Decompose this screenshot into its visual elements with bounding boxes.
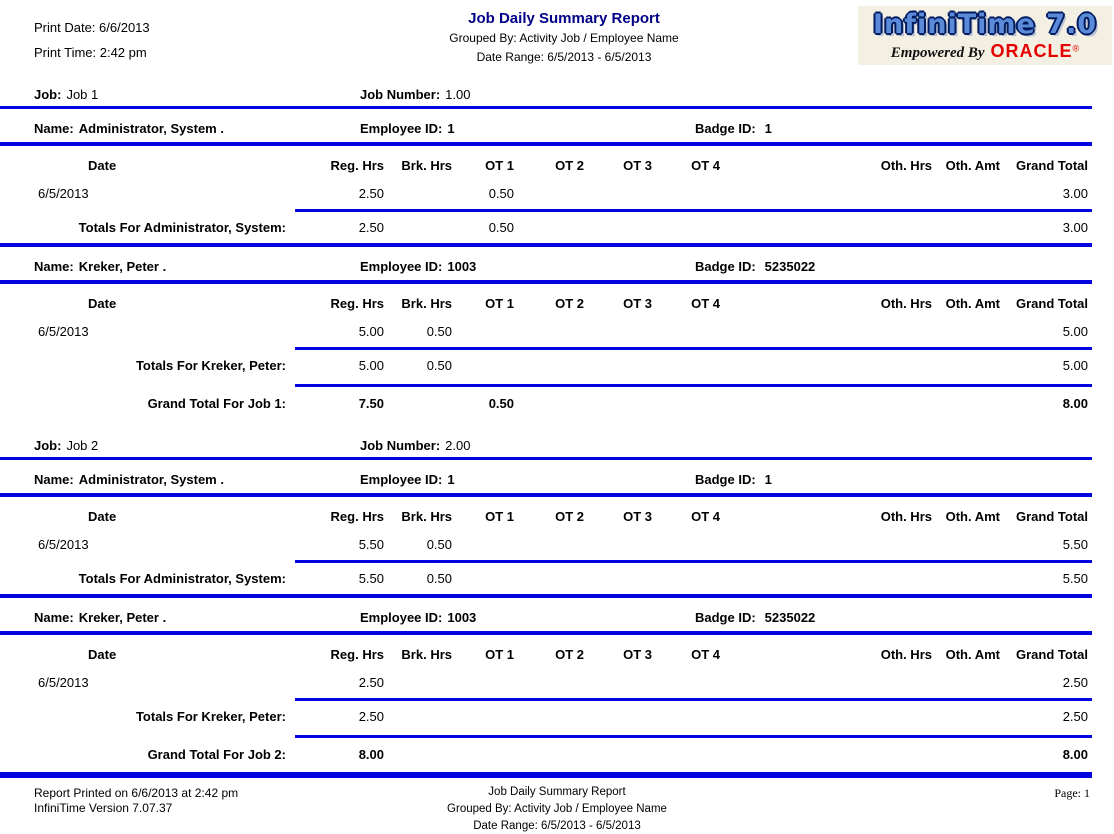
footer-date-range: Date Range: 6/5/2013 - 6/5/2013 <box>473 820 641 832</box>
data-row <box>0 173 1092 206</box>
employee-header-row <box>0 594 1092 635</box>
employee-name: Name: Administrator, System . <box>34 121 224 136</box>
value-cell <box>874 571 936 586</box>
value-cell <box>588 747 656 762</box>
value-cell <box>656 675 724 690</box>
value-cell <box>456 537 518 552</box>
value-cell: 8.00 <box>1062 747 1088 762</box>
column-header: Grand Total <box>1016 158 1088 173</box>
totals-label: Totals For Kreker, Peter: <box>135 709 286 724</box>
value-cell: 5.50 <box>358 571 384 586</box>
report-header <box>0 0 1114 70</box>
column-header-row <box>0 146 1092 173</box>
empowered-by-text: Empowered By <box>890 45 985 61</box>
job-grand-total-row <box>0 387 1092 421</box>
employee-totals-row <box>0 212 1092 243</box>
value-cell <box>656 358 724 373</box>
job-number: Job Number: 1.00 <box>360 87 471 102</box>
column-header: Oth. Hrs <box>880 158 932 173</box>
column-header: Oth. Hrs <box>880 509 932 524</box>
totals-label: Totals For Kreker, Peter: <box>135 358 286 373</box>
spacer-cell <box>724 537 874 552</box>
value-cell <box>456 571 518 586</box>
data-row <box>0 662 1092 695</box>
column-header-date: Date <box>88 509 117 524</box>
column-header: Oth. Hrs <box>880 647 932 662</box>
value-cell: 0.50 <box>488 396 514 411</box>
data-row <box>0 524 1092 557</box>
value-cell: 5.50 <box>1062 571 1088 586</box>
employee-section <box>0 243 1114 381</box>
value-cell <box>936 324 1004 339</box>
spacer-cell <box>724 571 874 586</box>
value-cell <box>936 186 1004 201</box>
column-header: Grand Total <box>1016 296 1088 311</box>
value-cell <box>874 186 936 201</box>
job-section <box>0 421 1114 772</box>
oracle-tagline <box>866 41 1104 62</box>
value-cell <box>388 709 456 724</box>
value-cell: 0.50 <box>426 358 452 373</box>
registered-mark-icon: ® <box>1072 43 1080 54</box>
column-header: OT 2 <box>555 647 584 662</box>
employee-id: Employee ID: 1 <box>360 121 455 136</box>
value-cell <box>936 747 1004 762</box>
value-cell <box>874 675 936 690</box>
value-cell: 2.50 <box>358 675 384 690</box>
column-header: OT 2 <box>555 509 584 524</box>
value-cell <box>456 675 518 690</box>
value-cell <box>936 537 1004 552</box>
value-cell <box>518 186 588 201</box>
value-cell <box>588 358 656 373</box>
column-header: OT 1 <box>485 158 514 173</box>
value-cell <box>588 675 656 690</box>
job-name: Job: Job 2 <box>34 438 99 453</box>
footer-title: Job Daily Summary Report <box>488 786 626 798</box>
column-header: Grand Total <box>1016 509 1088 524</box>
employee-header-row <box>0 460 1092 497</box>
value-cell <box>874 220 936 235</box>
value-cell <box>456 747 518 762</box>
column-header: OT 1 <box>485 647 514 662</box>
value-cell <box>936 571 1004 586</box>
date-range: Date Range: 6/5/2013 - 6/5/2013 <box>476 50 652 64</box>
spacer-cell <box>724 675 874 690</box>
column-header: Reg. Hrs <box>330 647 384 662</box>
column-header: OT 1 <box>485 296 514 311</box>
column-header: Brk. Hrs <box>401 158 452 173</box>
value-cell <box>518 747 588 762</box>
value-cell <box>936 709 1004 724</box>
page-number: Page: 1 <box>1054 786 1090 800</box>
column-header: OT 2 <box>555 296 584 311</box>
value-cell <box>656 537 724 552</box>
employee-section <box>0 594 1114 732</box>
value-cell: 5.00 <box>358 324 384 339</box>
value-cell <box>874 747 936 762</box>
date-cell: 6/5/2013 <box>38 675 89 690</box>
date-cell: 6/5/2013 <box>38 537 89 552</box>
footer-printed: Report Printed on 6/6/2013 at 2:42 pm <box>34 786 239 800</box>
spacer-cell <box>724 296 874 311</box>
value-cell <box>518 537 588 552</box>
value-cell: 5.00 <box>1062 324 1088 339</box>
value-cell <box>656 324 724 339</box>
column-header: OT 1 <box>485 509 514 524</box>
value-cell <box>656 220 724 235</box>
job-header-row <box>0 70 1092 109</box>
column-header-date: Date <box>88 647 117 662</box>
column-header-date: Date <box>88 158 117 173</box>
footer-grouped-by: Grouped By: Activity Job / Employee Name <box>447 803 667 815</box>
employee-name: Name: Kreker, Peter . <box>34 259 167 274</box>
employee-totals-row <box>0 701 1092 732</box>
spacer-cell <box>724 647 874 662</box>
value-cell <box>874 709 936 724</box>
value-cell <box>874 358 936 373</box>
job-header-row <box>0 421 1092 460</box>
spacer-cell <box>724 396 874 411</box>
report-body <box>0 70 1114 772</box>
infinitime-logo-text: InfiniTime 7.0 <box>872 9 1098 40</box>
report-title: Job Daily Summary Report <box>468 10 660 27</box>
value-cell <box>518 324 588 339</box>
value-cell <box>388 396 456 411</box>
value-cell <box>588 324 656 339</box>
value-cell <box>588 709 656 724</box>
footer-print-info <box>0 786 300 834</box>
employee-name: Name: Kreker, Peter . <box>34 610 167 625</box>
oracle-logo: ORACLE <box>990 41 1073 61</box>
value-cell: 2.50 <box>1062 675 1088 690</box>
column-header: Oth. Amt <box>945 158 1000 173</box>
column-header: OT 3 <box>623 296 652 311</box>
spacer-cell <box>724 158 874 173</box>
column-header: OT 3 <box>623 158 652 173</box>
employee-id: Employee ID: 1003 <box>360 610 477 625</box>
totals-label: Totals For Administrator, System: <box>78 220 286 235</box>
column-header: Grand Total <box>1016 647 1088 662</box>
value-cell <box>518 220 588 235</box>
date-cell: 6/5/2013 <box>38 186 89 201</box>
employee-header-row <box>0 243 1092 284</box>
badge-id: Badge ID: 1 <box>695 472 772 487</box>
badge-id: Badge ID: 1 <box>695 121 772 136</box>
column-header: Oth. Amt <box>945 509 1000 524</box>
employee-totals-row <box>0 563 1092 594</box>
value-cell <box>388 186 456 201</box>
value-cell: 2.50 <box>358 220 384 235</box>
employee-totals-row <box>0 350 1092 381</box>
value-cell: 0.50 <box>488 220 514 235</box>
column-header: Oth. Amt <box>945 296 1000 311</box>
value-cell <box>656 747 724 762</box>
spacer-cell <box>724 220 874 235</box>
spacer-cell <box>724 709 874 724</box>
value-cell: 2.50 <box>358 709 384 724</box>
footer-version: InfiniTime Version 7.07.37 <box>34 801 173 815</box>
value-cell: 2.50 <box>358 186 384 201</box>
value-cell <box>388 675 456 690</box>
spacer-cell <box>724 358 874 373</box>
value-cell: 5.50 <box>1062 537 1088 552</box>
value-cell <box>518 396 588 411</box>
value-cell <box>874 324 936 339</box>
value-cell <box>874 396 936 411</box>
job-section <box>0 70 1114 421</box>
value-cell <box>588 537 656 552</box>
employee-id: Employee ID: 1 <box>360 472 455 487</box>
value-cell <box>588 186 656 201</box>
value-cell: 3.00 <box>1062 186 1088 201</box>
value-cell: 8.00 <box>358 747 384 762</box>
column-header: OT 4 <box>691 509 720 524</box>
print-time: Print Time: 2:42 pm <box>34 45 147 60</box>
value-cell: 0.50 <box>426 324 452 339</box>
data-row <box>0 311 1092 344</box>
column-header: Reg. Hrs <box>330 158 384 173</box>
value-cell: 3.00 <box>1062 220 1088 235</box>
value-cell: 0.50 <box>426 571 452 586</box>
report-footer <box>0 772 1114 834</box>
spacer-cell <box>724 186 874 201</box>
value-cell <box>388 220 456 235</box>
value-cell <box>936 675 1004 690</box>
job-number: Job Number: 2.00 <box>360 438 471 453</box>
column-header: Brk. Hrs <box>401 296 452 311</box>
value-cell: 5.50 <box>358 537 384 552</box>
value-cell <box>456 358 518 373</box>
spacer-cell <box>724 509 874 524</box>
employee-header-row <box>0 109 1092 146</box>
spacer-cell <box>724 324 874 339</box>
value-cell <box>456 324 518 339</box>
value-cell <box>518 571 588 586</box>
column-header: OT 4 <box>691 296 720 311</box>
value-cell <box>518 709 588 724</box>
employee-id: Employee ID: 1003 <box>360 259 477 274</box>
value-cell: 0.50 <box>488 186 514 201</box>
value-cell <box>656 186 724 201</box>
column-header: Oth. Hrs <box>880 296 932 311</box>
employee-section <box>0 109 1114 243</box>
infinitime-logo <box>858 6 1112 65</box>
column-header: Brk. Hrs <box>401 509 452 524</box>
column-header: Reg. Hrs <box>330 509 384 524</box>
date-cell: 6/5/2013 <box>38 324 89 339</box>
column-header: Reg. Hrs <box>330 296 384 311</box>
employee-section <box>0 460 1114 594</box>
grouped-by: Grouped By: Activity Job / Employee Name <box>449 31 679 45</box>
column-header: OT 3 <box>623 509 652 524</box>
column-header-date: Date <box>88 296 117 311</box>
totals-label: Totals For Administrator, System: <box>78 571 286 586</box>
job-name: Job: Job 1 <box>34 87 99 102</box>
value-cell <box>656 571 724 586</box>
employee-name: Name: Administrator, System . <box>34 472 224 487</box>
column-header: Brk. Hrs <box>401 647 452 662</box>
value-cell <box>388 747 456 762</box>
value-cell <box>874 537 936 552</box>
value-cell: 8.00 <box>1062 396 1088 411</box>
report-title-block <box>270 6 858 70</box>
value-cell: 5.00 <box>358 358 384 373</box>
column-header-row <box>0 497 1092 524</box>
print-date: Print Date: 6/6/2013 <box>34 20 150 35</box>
value-cell <box>936 396 1004 411</box>
value-cell: 7.50 <box>358 396 384 411</box>
value-cell <box>936 220 1004 235</box>
value-cell <box>588 396 656 411</box>
value-cell: 0.50 <box>426 537 452 552</box>
column-header: OT 4 <box>691 647 720 662</box>
column-header: OT 4 <box>691 158 720 173</box>
job-grand-total-label: Grand Total For Job 2: <box>147 747 286 762</box>
spacer-cell <box>724 747 874 762</box>
value-cell <box>588 571 656 586</box>
value-cell <box>518 675 588 690</box>
column-header: OT 3 <box>623 647 652 662</box>
print-info <box>0 6 270 70</box>
job-grand-total-label: Grand Total For Job 1: <box>147 396 286 411</box>
footer-title-block <box>300 786 814 834</box>
column-header-row <box>0 284 1092 311</box>
job-grand-total-row <box>0 738 1092 772</box>
value-cell <box>456 709 518 724</box>
badge-id: Badge ID: 5235022 <box>695 259 816 274</box>
value-cell <box>656 396 724 411</box>
column-header-row <box>0 635 1092 662</box>
badge-id: Badge ID: 5235022 <box>695 610 816 625</box>
column-header: Oth. Amt <box>945 647 1000 662</box>
value-cell: 2.50 <box>1062 709 1088 724</box>
value-cell <box>936 358 1004 373</box>
value-cell <box>588 220 656 235</box>
value-cell <box>518 358 588 373</box>
value-cell <box>656 709 724 724</box>
column-header: OT 2 <box>555 158 584 173</box>
value-cell: 5.00 <box>1062 358 1088 373</box>
